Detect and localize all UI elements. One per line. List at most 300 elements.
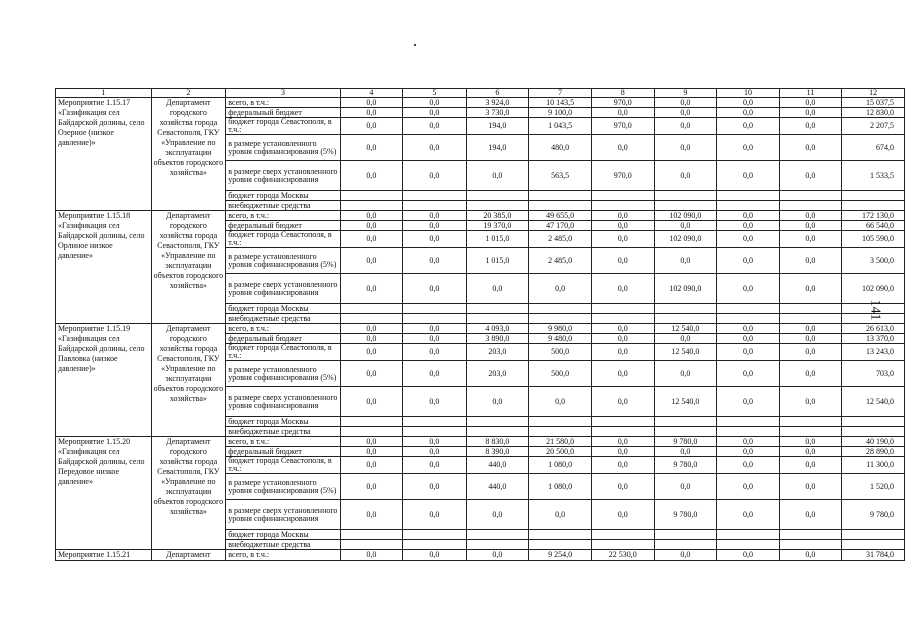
value-cell: 203,0 (466, 361, 529, 387)
table-row (56, 211, 905, 221)
total-cell: 12 540,0 (842, 387, 905, 417)
value-cell: 22 530,0 (591, 550, 654, 561)
value-cell: 9 100,0 (529, 108, 592, 118)
value-cell: 0,0 (403, 274, 466, 304)
funding-source-label: в размере сверх установленного уровня софинансирования (226, 387, 340, 417)
value-cell: 0,0 (403, 361, 466, 387)
value-cell: 0,0 (466, 274, 529, 304)
value-cell (654, 314, 717, 324)
funding-source-label: в размере установленного уровня софинансирования (5%) (226, 361, 340, 387)
value-cell (340, 314, 402, 324)
funding-source-label: в размере установленного уровня софинансирования (5%) (226, 474, 340, 500)
value-cell: 0,0 (403, 211, 466, 221)
value-cell: 0,0 (403, 231, 466, 248)
value-cell: 0,0 (529, 500, 592, 530)
value-cell (591, 530, 654, 540)
value-cell: 0,0 (403, 161, 466, 191)
total-cell: 2 207,5 (842, 118, 905, 135)
value-cell (779, 530, 841, 540)
total-cell: 9 780,0 (842, 500, 905, 530)
value-cell: 0,0 (717, 211, 779, 221)
value-cell: 0,0 (717, 361, 779, 387)
value-cell: 0,0 (779, 108, 841, 118)
value-cell: 2 485,0 (529, 248, 592, 274)
total-cell: 26 613,0 (842, 324, 905, 334)
value-cell: 0,0 (654, 98, 717, 108)
value-cell: 0,0 (591, 324, 654, 334)
value-cell: 0,0 (591, 221, 654, 231)
value-cell: 0,0 (779, 274, 841, 304)
total-cell (842, 191, 905, 201)
measure-name: Мероприятие 1.15.19 «Газификация сел Байдарской долины, село Павловка (низкое давление)» (56, 324, 152, 437)
value-cell: 0,0 (717, 324, 779, 334)
value-cell: 0,0 (591, 135, 654, 161)
funding-source-label: бюджет города Севастополя, в т.ч.: (226, 118, 340, 135)
funding-source-label: бюджет города Севастополя, в т.ч.: (226, 231, 340, 248)
value-cell: 0,0 (591, 387, 654, 417)
funding-source-label: всего, в т.ч.: (226, 211, 340, 221)
value-cell: 0,0 (717, 231, 779, 248)
value-cell: 0,0 (591, 474, 654, 500)
value-cell (529, 191, 592, 201)
value-cell: 0,0 (654, 248, 717, 274)
total-cell: 13 370,0 (842, 334, 905, 344)
budget-table-container (55, 88, 905, 561)
total-cell (842, 530, 905, 540)
value-cell: 0,0 (654, 361, 717, 387)
value-cell (529, 314, 592, 324)
table-row (56, 437, 905, 447)
funding-source-label: всего, в т.ч.: (226, 437, 340, 447)
measure-name: Мероприятие 1.15.17 «Газификация сел Байдарской долины, село Озерное (низкое давление)» (56, 98, 152, 211)
value-cell: 0,0 (717, 387, 779, 417)
value-cell (466, 417, 529, 427)
value-cell: 0,0 (717, 550, 779, 561)
value-cell: 3 924,0 (466, 98, 529, 108)
value-cell: 0,0 (403, 108, 466, 118)
total-cell: 28 890,0 (842, 447, 905, 457)
value-cell: 0,0 (403, 474, 466, 500)
value-cell (779, 427, 841, 437)
value-cell: 19 370,0 (466, 221, 529, 231)
value-cell: 0,0 (654, 135, 717, 161)
value-cell: 0,0 (717, 457, 779, 474)
value-cell: 0,0 (591, 248, 654, 274)
header-cell: 3 (226, 89, 340, 98)
value-cell: 9 780,0 (654, 500, 717, 530)
value-cell (529, 540, 592, 550)
value-cell: 0,0 (403, 118, 466, 135)
value-cell: 0,0 (340, 135, 402, 161)
funding-source-label: федеральный бюджет (226, 447, 340, 457)
value-cell: 0,0 (340, 344, 402, 361)
header-cell: 9 (654, 89, 717, 98)
value-cell: 0,0 (340, 98, 402, 108)
total-cell: 13 243,0 (842, 344, 905, 361)
value-cell: 0,0 (779, 135, 841, 161)
value-cell: 3 730,0 (466, 108, 529, 118)
value-cell (779, 314, 841, 324)
value-cell: 0,0 (466, 550, 529, 561)
funding-source-label: всего, в т.ч.: (226, 98, 340, 108)
total-cell: 674,0 (842, 135, 905, 161)
value-cell: 0,0 (340, 231, 402, 248)
funding-source-label: внебюджетные средства (226, 314, 340, 324)
value-cell: 563,5 (529, 161, 592, 191)
value-cell: 0,0 (591, 211, 654, 221)
value-cell: 0,0 (717, 344, 779, 361)
measure-executor: Департамент городского хозяйства города Севастополя, ГКУ «Управление по эксплуатации объектов городского хозяйства» (151, 324, 226, 437)
value-cell (403, 417, 466, 427)
total-cell (842, 540, 905, 550)
value-cell (466, 191, 529, 201)
value-cell: 9 780,0 (654, 437, 717, 447)
value-cell (591, 427, 654, 437)
value-cell: 0,0 (717, 161, 779, 191)
value-cell (340, 191, 402, 201)
value-cell: 1 015,0 (466, 231, 529, 248)
value-cell: 0,0 (403, 334, 466, 344)
value-cell (403, 540, 466, 550)
value-cell: 0,0 (654, 108, 717, 118)
total-cell: 172 130,0 (842, 211, 905, 221)
value-cell: 0,0 (340, 248, 402, 274)
value-cell (403, 314, 466, 324)
value-cell: 49 655,0 (529, 211, 592, 221)
total-cell: 31 784,0 (842, 550, 905, 561)
total-cell: 15 037,5 (842, 98, 905, 108)
value-cell: 0,0 (591, 231, 654, 248)
value-cell: 0,0 (403, 344, 466, 361)
value-cell: 0,0 (340, 550, 402, 561)
value-cell: 0,0 (779, 221, 841, 231)
value-cell: 102 090,0 (654, 274, 717, 304)
funding-source-label: в размере установленного уровня софинансирования (5%) (226, 135, 340, 161)
value-cell (654, 417, 717, 427)
value-cell: 9 480,0 (529, 334, 592, 344)
value-cell: 0,0 (779, 324, 841, 334)
value-cell: 0,0 (591, 361, 654, 387)
table-row (56, 550, 905, 561)
value-cell (529, 530, 592, 540)
value-cell: 0,0 (779, 447, 841, 457)
value-cell: 0,0 (779, 550, 841, 561)
value-cell (529, 417, 592, 427)
value-cell: 0,0 (591, 437, 654, 447)
value-cell: 0,0 (717, 437, 779, 447)
funding-source-label: бюджет города Москвы (226, 304, 340, 314)
value-cell: 2 485,0 (529, 231, 592, 248)
value-cell (591, 304, 654, 314)
header-cell: 2 (151, 89, 226, 98)
value-cell: 0,0 (591, 447, 654, 457)
value-cell (717, 417, 779, 427)
value-cell: 0,0 (403, 221, 466, 231)
value-cell: 0,0 (779, 387, 841, 417)
value-cell: 970,0 (591, 161, 654, 191)
value-cell (654, 304, 717, 314)
value-cell: 0,0 (779, 457, 841, 474)
value-cell: 0,0 (340, 437, 402, 447)
value-cell: 1 080,0 (529, 474, 592, 500)
value-cell: 8 830,0 (466, 437, 529, 447)
value-cell: 21 580,0 (529, 437, 592, 447)
value-cell (466, 427, 529, 437)
value-cell: 0,0 (466, 387, 529, 417)
value-cell: 0,0 (779, 334, 841, 344)
value-cell: 12 540,0 (654, 387, 717, 417)
value-cell: 0,0 (340, 474, 402, 500)
value-cell: 8 390,0 (466, 447, 529, 457)
value-cell: 0,0 (340, 387, 402, 417)
total-cell: 11 300,0 (842, 457, 905, 474)
value-cell: 0,0 (403, 447, 466, 457)
value-cell: 0,0 (717, 98, 779, 108)
table-row (56, 324, 905, 334)
value-cell: 0,0 (717, 135, 779, 161)
value-cell: 0,0 (779, 437, 841, 447)
funding-source-label: в размере установленного уровня софинансирования (5%) (226, 248, 340, 274)
value-cell (466, 201, 529, 211)
value-cell: 0,0 (340, 118, 402, 135)
value-cell: 0,0 (717, 447, 779, 457)
value-cell (529, 201, 592, 211)
value-cell: 0,0 (591, 500, 654, 530)
value-cell: 0,0 (340, 211, 402, 221)
value-cell: 0,0 (779, 211, 841, 221)
header-cell: 8 (591, 89, 654, 98)
total-cell (842, 201, 905, 211)
value-cell: 0,0 (654, 447, 717, 457)
value-cell: 0,0 (717, 248, 779, 274)
funding-source-label: бюджет города Севастополя, в т.ч.: (226, 344, 340, 361)
value-cell: 20 500,0 (529, 447, 592, 457)
value-cell: 0,0 (403, 248, 466, 274)
value-cell (591, 201, 654, 211)
funding-source-label: бюджет города Москвы (226, 191, 340, 201)
value-cell: 0,0 (779, 474, 841, 500)
total-cell: 12 830,0 (842, 108, 905, 118)
value-cell (403, 530, 466, 540)
funding-source-label: федеральный бюджет (226, 108, 340, 118)
header-cell: 6 (466, 89, 529, 98)
value-cell (340, 304, 402, 314)
value-cell: 0,0 (340, 447, 402, 457)
value-cell: 0,0 (654, 118, 717, 135)
value-cell (717, 540, 779, 550)
value-cell (717, 191, 779, 201)
value-cell: 3 890,0 (466, 334, 529, 344)
total-cell (842, 427, 905, 437)
total-cell: 703,0 (842, 361, 905, 387)
value-cell: 0,0 (779, 361, 841, 387)
value-cell (403, 427, 466, 437)
value-cell: 0,0 (717, 108, 779, 118)
header-cell: 1 (56, 89, 152, 98)
measure-executor: Департамент городского хозяйства города Севастополя, ГКУ «Управление по эксплуатации объектов городского хозяйства» (151, 437, 226, 550)
value-cell (654, 427, 717, 437)
measure-name: Мероприятие 1.15.18 «Газификация сел Байдарской долины, село Орлиное низкое давление» (56, 211, 152, 324)
value-cell (779, 191, 841, 201)
value-cell (717, 314, 779, 324)
value-cell: 0,0 (403, 324, 466, 334)
value-cell (654, 201, 717, 211)
value-cell (591, 191, 654, 201)
funding-source-label: в размере сверх установленного уровня софинансирования (226, 274, 340, 304)
value-cell: 0,0 (717, 500, 779, 530)
value-cell (654, 191, 717, 201)
measure-name: Мероприятие 1.15.21 (56, 550, 152, 561)
value-cell: 194,0 (466, 118, 529, 135)
value-cell: 970,0 (591, 118, 654, 135)
measure-executor: Департамент городского хозяйства города Севастополя, ГКУ «Управление по эксплуатации объектов городского хозяйства» (151, 98, 226, 211)
funding-source-label: федеральный бюджет (226, 221, 340, 231)
value-cell: 0,0 (779, 161, 841, 191)
value-cell: 0,0 (654, 550, 717, 561)
value-cell: 0,0 (654, 334, 717, 344)
value-cell: 12 540,0 (654, 344, 717, 361)
value-cell (466, 530, 529, 540)
value-cell: 1 043,5 (529, 118, 592, 135)
budget-table (55, 88, 905, 561)
value-cell: 0,0 (340, 161, 402, 191)
page-number: 141 (867, 299, 883, 321)
value-cell: 0,0 (403, 457, 466, 474)
value-cell (717, 530, 779, 540)
value-cell (340, 201, 402, 211)
value-cell: 0,0 (340, 108, 402, 118)
total-cell: 105 590,0 (842, 231, 905, 248)
value-cell (717, 427, 779, 437)
value-cell: 480,0 (529, 135, 592, 161)
funding-source-label: бюджет города Москвы (226, 530, 340, 540)
funding-source-label: в размере сверх установленного уровня софинансирования (226, 500, 340, 530)
value-cell: 0,0 (654, 474, 717, 500)
total-cell: 102 090,0 (842, 274, 905, 304)
value-cell: 47 170,0 (529, 221, 592, 231)
value-cell: 0,0 (466, 500, 529, 530)
value-cell (779, 304, 841, 314)
value-cell (529, 427, 592, 437)
value-cell (654, 530, 717, 540)
value-cell: 12 540,0 (654, 324, 717, 334)
total-cell: 40 190,0 (842, 437, 905, 447)
value-cell: 0,0 (591, 274, 654, 304)
value-cell: 500,0 (529, 361, 592, 387)
value-cell: 0,0 (591, 344, 654, 361)
value-cell: 0,0 (403, 98, 466, 108)
funding-source-label: внебюджетные средства (226, 427, 340, 437)
value-cell (466, 314, 529, 324)
scan-speck (414, 44, 416, 46)
value-cell: 440,0 (466, 474, 529, 500)
value-cell: 194,0 (466, 135, 529, 161)
value-cell: 0,0 (403, 135, 466, 161)
value-cell: 0,0 (529, 387, 592, 417)
header-cell: 5 (403, 89, 466, 98)
value-cell (340, 530, 402, 540)
value-cell: 0,0 (717, 334, 779, 344)
total-cell: 66 540,0 (842, 221, 905, 231)
value-cell: 1 015,0 (466, 248, 529, 274)
value-cell (403, 191, 466, 201)
value-cell (466, 540, 529, 550)
value-cell (340, 417, 402, 427)
value-cell: 0,0 (654, 161, 717, 191)
value-cell: 0,0 (403, 500, 466, 530)
total-cell: 3 500,0 (842, 248, 905, 274)
value-cell: 0,0 (779, 344, 841, 361)
value-cell: 1 080,0 (529, 457, 592, 474)
header-row (56, 89, 905, 98)
total-cell: 1 533,5 (842, 161, 905, 191)
funding-source-label: внебюджетные средства (226, 201, 340, 211)
value-cell: 500,0 (529, 344, 592, 361)
value-cell: 0,0 (779, 118, 841, 135)
funding-source-label: всего, в т.ч.: (226, 324, 340, 334)
funding-source-label: федеральный бюджет (226, 334, 340, 344)
value-cell: 0,0 (779, 98, 841, 108)
value-cell: 9 780,0 (654, 457, 717, 474)
measure-executor: Департамент (151, 550, 226, 561)
value-cell: 0,0 (340, 274, 402, 304)
table-row (56, 98, 905, 108)
value-cell: 0,0 (717, 221, 779, 231)
value-cell (529, 304, 592, 314)
value-cell: 0,0 (591, 334, 654, 344)
value-cell: 0,0 (717, 118, 779, 135)
value-cell (466, 304, 529, 314)
value-cell (779, 417, 841, 427)
value-cell: 9 254,0 (529, 550, 592, 561)
funding-source-label: бюджет города Севастополя, в т.ч.: (226, 457, 340, 474)
value-cell: 0,0 (340, 361, 402, 387)
value-cell: 0,0 (779, 500, 841, 530)
funding-source-label: в размере сверх установленного уровня софинансирования (226, 161, 340, 191)
value-cell: 4 093,0 (466, 324, 529, 334)
value-cell: 0,0 (340, 221, 402, 231)
value-cell: 0,0 (779, 231, 841, 248)
value-cell: 0,0 (340, 500, 402, 530)
value-cell (340, 540, 402, 550)
value-cell: 9 980,0 (529, 324, 592, 334)
value-cell (717, 201, 779, 211)
header-cell: 11 (779, 89, 841, 98)
header-cell: 7 (529, 89, 592, 98)
value-cell: 10 143,5 (529, 98, 592, 108)
value-cell (654, 540, 717, 550)
value-cell: 203,0 (466, 344, 529, 361)
header-cell: 10 (717, 89, 779, 98)
value-cell (340, 427, 402, 437)
value-cell: 0,0 (779, 248, 841, 274)
value-cell: 440,0 (466, 457, 529, 474)
value-cell (591, 540, 654, 550)
value-cell: 0,0 (466, 161, 529, 191)
value-cell: 102 090,0 (654, 211, 717, 221)
value-cell: 0,0 (529, 274, 592, 304)
funding-source-label: внебюджетные средства (226, 540, 340, 550)
total-cell: 1 520,0 (842, 474, 905, 500)
value-cell (591, 314, 654, 324)
funding-source-label: бюджет города Москвы (226, 417, 340, 427)
value-cell (779, 201, 841, 211)
value-cell: 0,0 (340, 324, 402, 334)
value-cell: 0,0 (654, 221, 717, 231)
value-cell (403, 201, 466, 211)
value-cell: 20 385,0 (466, 211, 529, 221)
value-cell (779, 540, 841, 550)
